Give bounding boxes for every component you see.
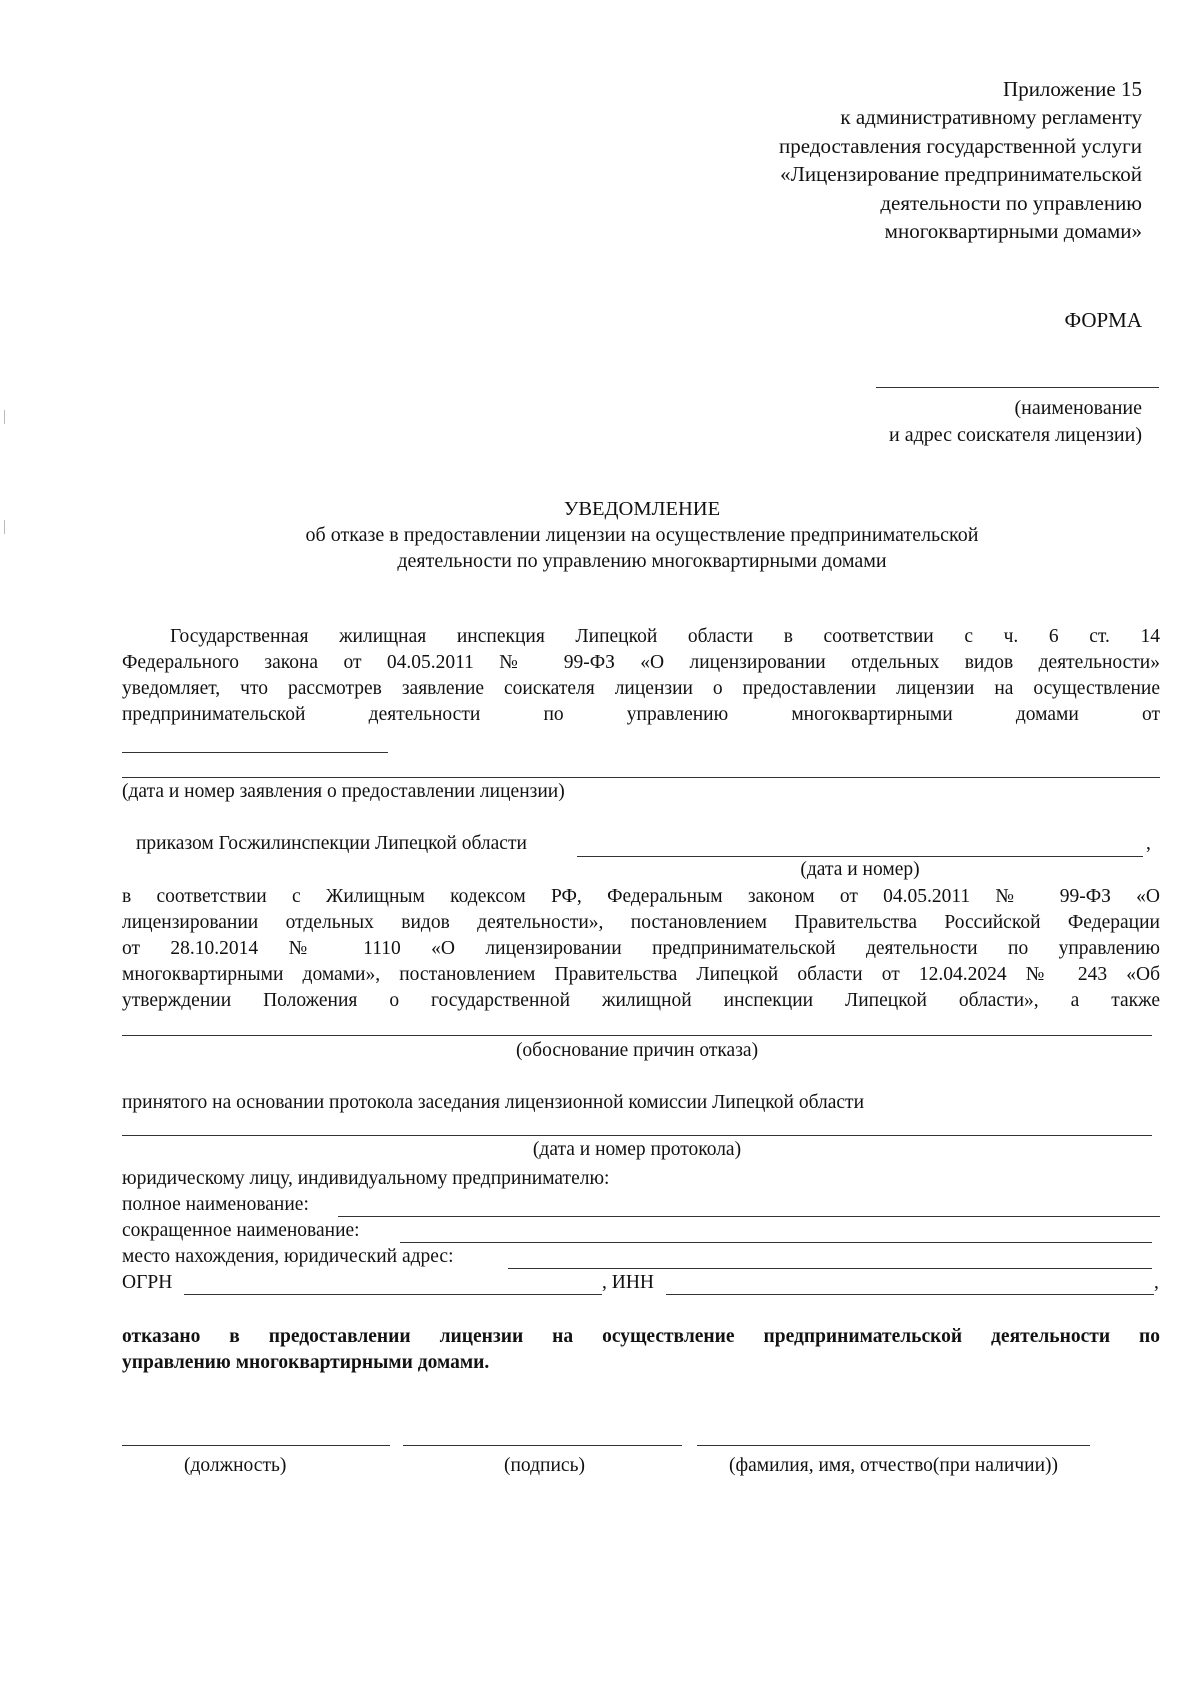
signature-line[interactable] <box>403 1445 682 1446</box>
order-blank[interactable] <box>577 856 1143 857</box>
para1-line3: уведомляет, что рассмотрев заявление соискателя лицензии о предоставлении лицензии на осуществление <box>122 678 1160 699</box>
short-name-label: сокращенное наименование: <box>122 1220 360 1241</box>
reason-blank[interactable] <box>122 1035 1152 1036</box>
appendix-line: деятельности по управлению <box>880 190 1142 215</box>
para2-line5: утверждении Положения о государственной жилищной инспекции Липецкой области», а также <box>122 990 1160 1011</box>
appendix-line: многоквартирными домами» <box>884 219 1142 244</box>
document-title <box>122 496 1162 574</box>
ogrn-field[interactable] <box>184 1294 602 1295</box>
recipient-blank-line[interactable] <box>876 387 1159 388</box>
position-caption: (должность) <box>184 1455 287 1476</box>
para2-line3: от 28.10.2014 № 1110 «О лицензировании предпринимательской деятельности по управлению <box>122 938 1160 959</box>
inn-label: , ИНН <box>602 1272 654 1293</box>
appendix-line: к административному регламенту <box>840 105 1142 130</box>
full-name-field[interactable] <box>338 1216 1160 1217</box>
title-heading: УВЕДОМЛЕНИЕ <box>563 498 721 520</box>
inn-end-comma: , <box>1154 1272 1159 1293</box>
recipient-caption-line1: (наименование <box>1014 397 1142 419</box>
order-label: приказом Госжилинспекции Липецкой области <box>136 833 527 854</box>
scan-mark <box>4 520 5 534</box>
ogrn-label: ОГРН <box>122 1272 173 1293</box>
appendix-line: предоставления государственной услуги <box>779 133 1142 158</box>
protocol-blank[interactable] <box>122 1135 1152 1136</box>
title-subtitle-2: деятельности по управлению многоквартирными домами <box>397 550 887 572</box>
recipient-caption-line2: и адрес соискателя лицензии) <box>889 424 1142 446</box>
appendix-line: Приложение 15 <box>1003 77 1142 101</box>
title-subtitle-1: об отказе в предоставлении лицензии на осуществление предпринимательской <box>305 524 979 546</box>
signature-caption: (подпись) <box>504 1455 585 1476</box>
form-label: ФОРМА <box>1064 308 1142 332</box>
address-label: место нахождения, юридический адрес: <box>122 1246 454 1267</box>
entity-header: юридическому лицу, индивидуальному предпринимателю: <box>122 1168 610 1189</box>
para2-line2: лицензировании отдельных видов деятельности», постановлением Правительства Российской Федерации <box>122 912 1160 933</box>
para1-line4: предпринимательской деятельности по управлению многоквартирными домами от <box>122 704 1160 725</box>
order-caption: (дата и номер) <box>800 859 920 880</box>
application-number-blank[interactable] <box>122 777 1160 778</box>
reason-caption: (обоснование причин отказа) <box>515 1040 759 1061</box>
address-field[interactable] <box>508 1268 1152 1269</box>
full-name-label: полное наименование: <box>122 1194 309 1215</box>
recipient-caption <box>889 395 1142 449</box>
para2-line1: в соответствии с Жилищным кодексом РФ, Федеральным законом от 04.05.2011 № 99-ФЗ «О <box>122 886 1160 907</box>
inn-field[interactable] <box>666 1294 1154 1295</box>
name-caption: (фамилия, имя, отчество(при наличии)) <box>729 1455 1058 1476</box>
appendix-header <box>779 75 1142 245</box>
protocol-label: принятого на основании протокола заседания лицензионной комиссии Липецкой области <box>122 1092 864 1113</box>
order-comma: , <box>1146 833 1151 854</box>
protocol-caption: (дата и номер протокола) <box>532 1139 742 1160</box>
refusal-line2: управлению многоквартирными домами. <box>122 1352 490 1373</box>
refusal-line1: отказано в предоставлении лицензии на осуществление предпринимательской деятельности по <box>122 1326 1160 1347</box>
name-signature-line[interactable] <box>697 1445 1090 1446</box>
appendix-line: «Лицензирование предпринимательской <box>780 162 1142 187</box>
short-name-field[interactable] <box>400 1242 1152 1243</box>
para1-line2: Федерального закона от 04.05.2011 № 99-ФЗ «О лицензировании отдельных видов деятельности» <box>122 652 1160 673</box>
para1-line1: Государственная жилищная инспекция Липецкой области в соответствии с ч. 6 ст. 14 <box>170 626 1160 647</box>
application-caption: (дата и номер заявления о предоставлении лицензии) <box>122 781 565 802</box>
application-date-blank[interactable] <box>122 752 388 753</box>
position-signature-line[interactable] <box>122 1445 390 1446</box>
para2-line4: многоквартирными домами», постановлением Правительства Липецкой области от 12.04.2024 № 243 «Об <box>122 964 1160 985</box>
scan-mark <box>4 410 5 424</box>
